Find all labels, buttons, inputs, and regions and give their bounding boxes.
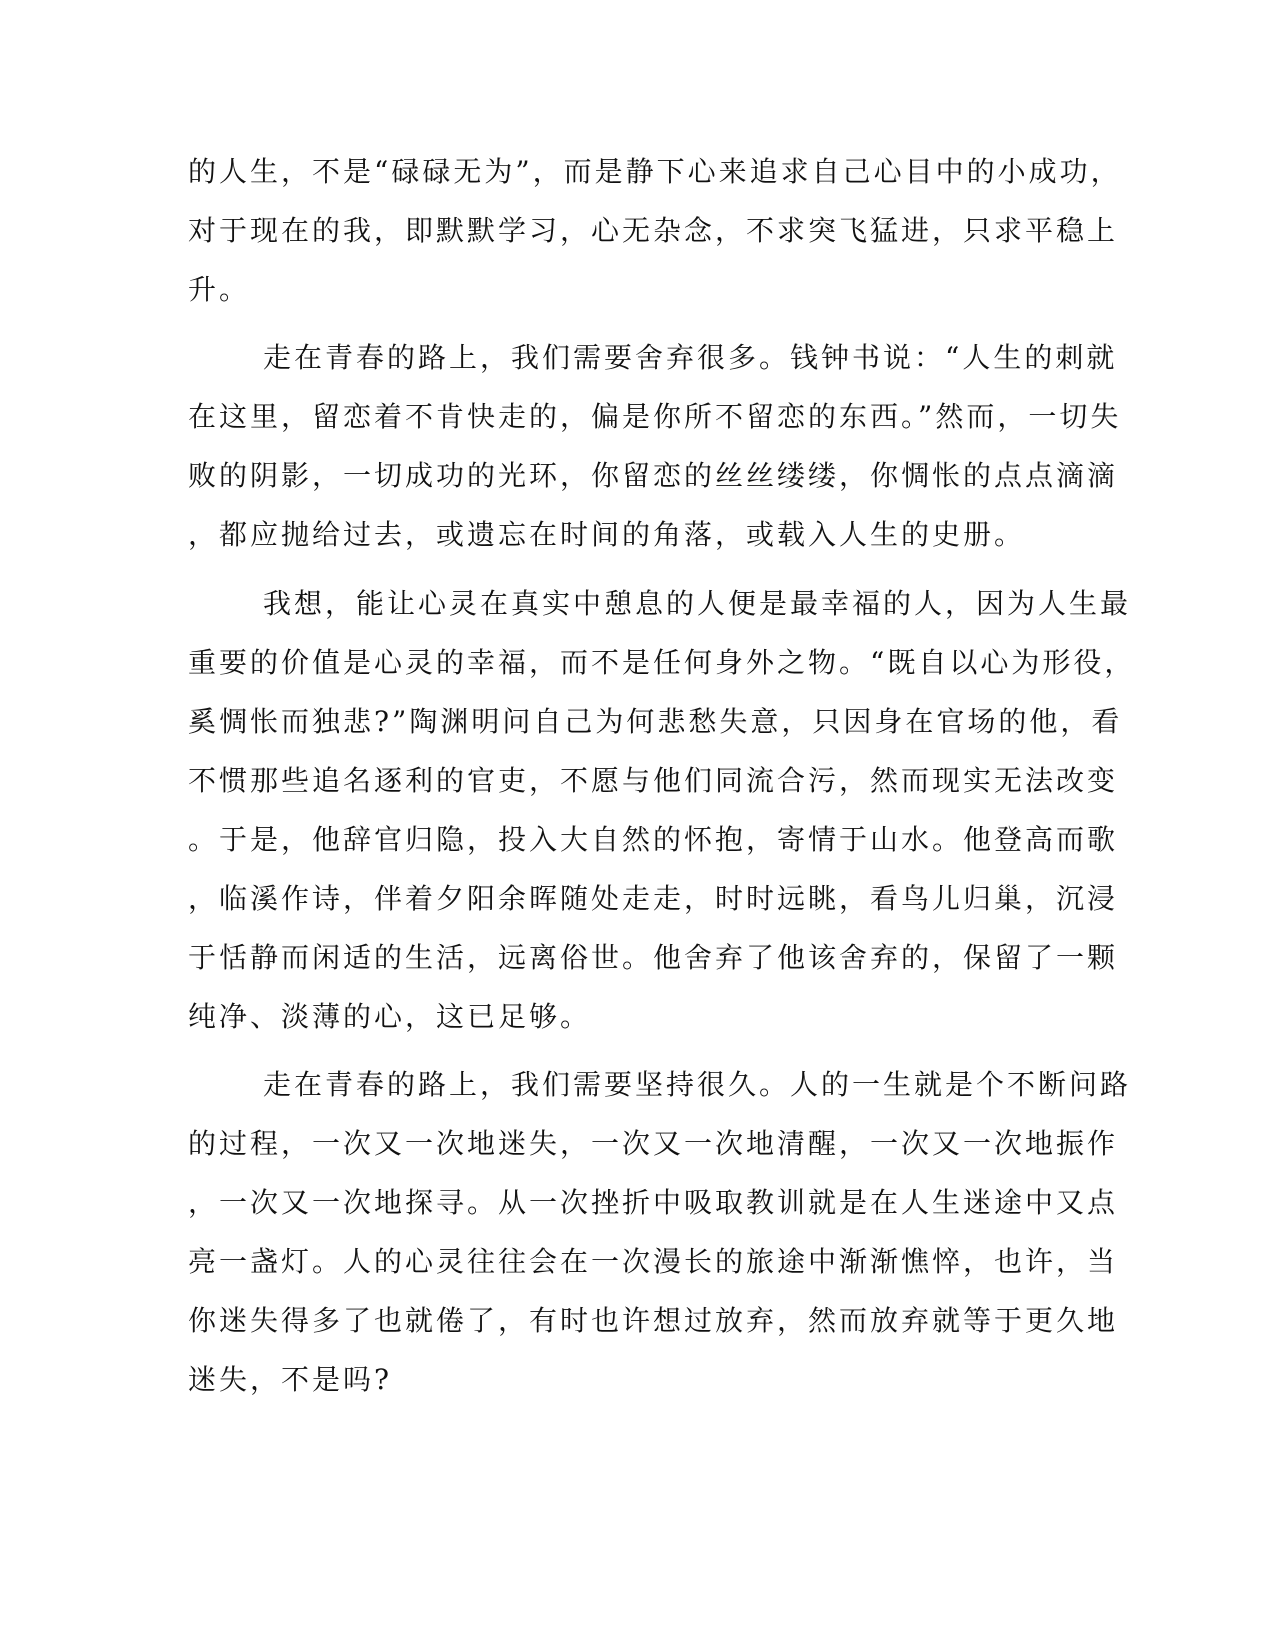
text-line: 亮一盏灯。人的心灵往往会在一次漫长的旅途中渐渐憔悴，也许，当 <box>188 1245 1119 1278</box>
text-line: 不惯那些追名逐利的官吏，不愿与他们同流合污，然而现实无法改变 <box>188 764 1119 797</box>
paragraph-first-line: 我想，能让心灵在真实中憩息的人便是最幸福的人，因为人生最 <box>263 587 1132 620</box>
text-line: 败的阴影，一切成功的光环，你留恋的丝丝缕缕，你惆怅的点点滴滴 <box>188 459 1119 492</box>
text-line: 的人生，不是“碌碌无为”，而是静下心来追求自己心目中的小成功， <box>188 155 1122 188</box>
paragraph-first-line: 走在青春的路上，我们需要坚持很久。人的一生就是个不断问路 <box>263 1068 1132 1101</box>
text-line: ，都应抛给过去，或遗忘在时间的角落，或载入人生的史册。 <box>188 518 1026 551</box>
text-line: 迷失，不是吗? <box>188 1363 393 1396</box>
text-line: 。于是，他辞官归隐，投入大自然的怀抱，寄情于山水。他登高而歌 <box>188 823 1119 856</box>
text-line: 奚惆怅而独悲?”陶渊明问自己为何悲愁失意，只因身在官场的他，看 <box>188 705 1123 738</box>
text-line: 于恬静而闲适的生活，远离俗世。他舍弃了他该舍弃的，保留了一颗 <box>188 941 1119 974</box>
text-line: 升。 <box>188 273 251 306</box>
text-line: 纯净、淡薄的心，这已足够。 <box>188 1000 592 1033</box>
text-line: 你迷失得多了也就倦了，有时也许想过放弃，然而放弃就等于更久地 <box>188 1304 1119 1337</box>
text-line: 的过程，一次又一次地迷失，一次又一次地清醒，一次又一次地振作 <box>188 1127 1119 1160</box>
text-line: 重要的价值是心灵的幸福，而不是任何身外之物。“既自以心为形役， <box>188 646 1136 679</box>
text-line: 在这里，留恋着不肯快走的，偏是你所不留恋的东西。”然而，一切失 <box>188 400 1122 433</box>
text-line: 对于现在的我，即默默学习，心无杂念，不求突飞猛进，只求平稳上 <box>188 214 1119 247</box>
text-line: ，临溪作诗，伴着夕阳余晖随处走走，时时远眺，看鸟儿归巢，沉浸 <box>188 882 1119 915</box>
paragraph-first-line: 走在青春的路上，我们需要舍弃很多。钱钟书说：“人生的刺就 <box>263 341 1118 374</box>
text-line: ，一次又一次地探寻。从一次挫折中吸取教训就是在人生迷途中又点 <box>188 1186 1119 1219</box>
